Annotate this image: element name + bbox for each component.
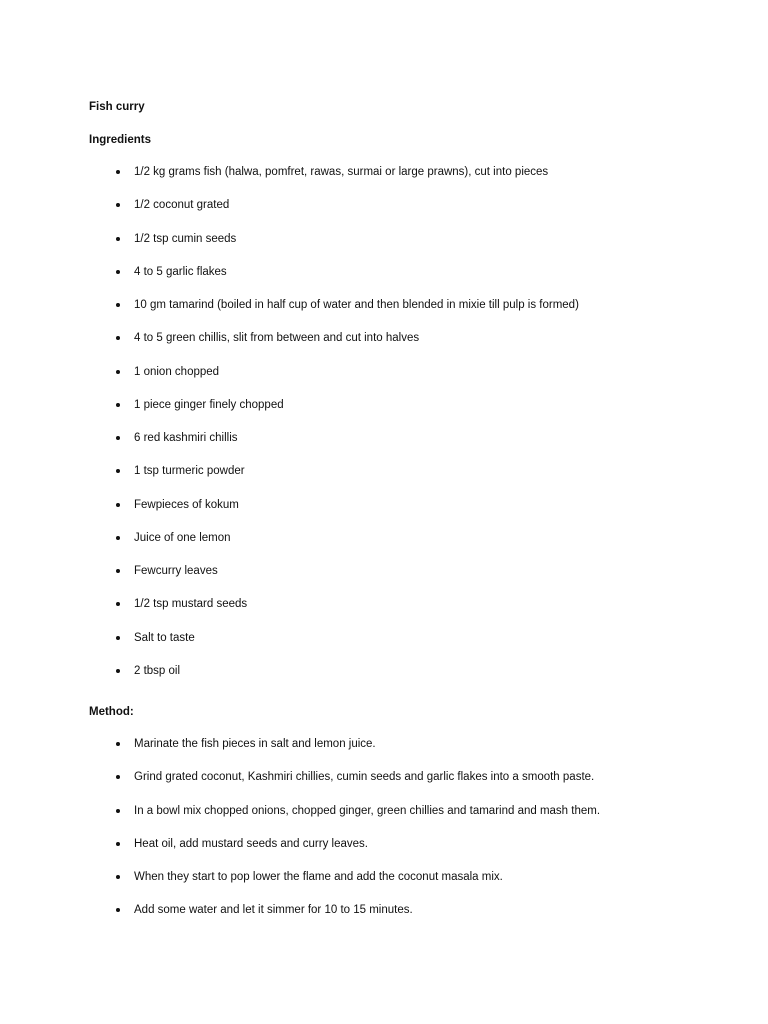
bullet-icon <box>116 303 120 307</box>
bullet-icon <box>116 503 120 507</box>
ingredient-text: 1 tsp turmeric powder <box>134 465 245 478</box>
bullet-icon <box>116 403 120 407</box>
ingredient-text: 1/2 tsp mustard seeds <box>134 598 248 611</box>
list-item <box>116 198 579 231</box>
ingredient-text: Salt to taste <box>134 631 195 644</box>
bullet-icon <box>116 469 120 473</box>
method-step-text: Marinate the fish pieces in salt and lemon juice. <box>134 738 376 750</box>
bullet-icon <box>116 636 120 640</box>
list-item <box>116 232 579 265</box>
method-list <box>116 737 600 937</box>
method-step-text: In a bowl mix chopped onions, chopped ginger, green chillies and tamarind and mash them. <box>134 804 601 817</box>
list-item <box>116 770 600 803</box>
list-item <box>116 165 579 198</box>
recipe-title: Fish curry <box>89 101 145 113</box>
ingredient-text: 10 gm tamarind (boiled in half cup of water and then blended in mixie till pulp is formed) <box>134 299 579 311</box>
ingredient-text: Fewpieces of kokum <box>134 498 239 511</box>
method-step-text: When they start to pop lower the flame and add the coconut masala mix. <box>134 871 503 883</box>
bullet-icon <box>116 336 120 340</box>
method-step-text: Heat oil, add mustard seeds and curry leaves. <box>134 837 368 850</box>
ingredients-heading: Ingredients <box>89 134 151 146</box>
ingredient-text: 6 red kashmiri chillis <box>134 432 238 444</box>
bullet-icon <box>116 436 120 440</box>
ingredient-text: Fewcurry leaves <box>134 565 218 577</box>
ingredient-text: 2 tbsp oil <box>134 664 181 677</box>
ingredient-text: 1/2 kg grams fish (halwa, pomfret, rawas, surmai or large prawns), cut into pieces <box>134 166 549 178</box>
list-item <box>116 265 579 298</box>
bullet-icon <box>116 569 120 573</box>
ingredient-text: 1 onion chopped <box>134 365 220 378</box>
list-item <box>116 804 600 837</box>
bullet-icon <box>116 370 120 374</box>
bullet-icon <box>116 536 120 540</box>
list-item <box>116 597 579 630</box>
list-item <box>116 498 579 531</box>
list-item <box>116 365 579 398</box>
bullet-icon <box>116 203 120 207</box>
ingredient-text: 1 piece ginger finely chopped <box>134 398 284 411</box>
bullet-icon <box>116 775 120 779</box>
list-item <box>116 464 579 497</box>
bullet-icon <box>116 270 120 274</box>
ingredient-text: 1/2 coconut grated <box>134 199 230 212</box>
list-item <box>116 737 600 770</box>
ingredient-text: 4 to 5 garlic flakes <box>134 265 227 278</box>
ingredient-text: 4 to 5 green chillis, slit from between and cut into halves <box>134 332 420 345</box>
bullet-icon <box>116 170 120 174</box>
method-step-text: Grind grated coconut, Kashmiri chillies, cumin seeds and garlic flakes into a smooth paste. <box>134 771 595 784</box>
bullet-icon <box>116 742 120 746</box>
bullet-icon <box>116 842 120 846</box>
method-heading: Method: <box>89 706 134 718</box>
ingredient-text: 1/2 tsp cumin seeds <box>134 232 237 245</box>
list-item <box>116 531 579 564</box>
list-item <box>116 564 579 597</box>
bullet-icon <box>116 602 120 606</box>
list-item <box>116 398 579 431</box>
bullet-icon <box>116 875 120 879</box>
list-item <box>116 431 579 464</box>
list-item <box>116 837 600 870</box>
bullet-icon <box>116 669 120 673</box>
list-item <box>116 298 579 331</box>
bullet-icon <box>116 809 120 813</box>
method-step-text: Add some water and let it simmer for 10 to 15 minutes. <box>134 904 413 917</box>
list-item <box>116 331 579 364</box>
list-item <box>116 631 579 664</box>
list-item <box>116 664 579 697</box>
bullet-icon <box>116 908 120 912</box>
list-item <box>116 870 600 903</box>
bullet-icon <box>116 237 120 241</box>
ingredient-text: Juice of one lemon <box>134 531 231 544</box>
ingredients-list <box>116 165 579 697</box>
list-item <box>116 903 600 936</box>
